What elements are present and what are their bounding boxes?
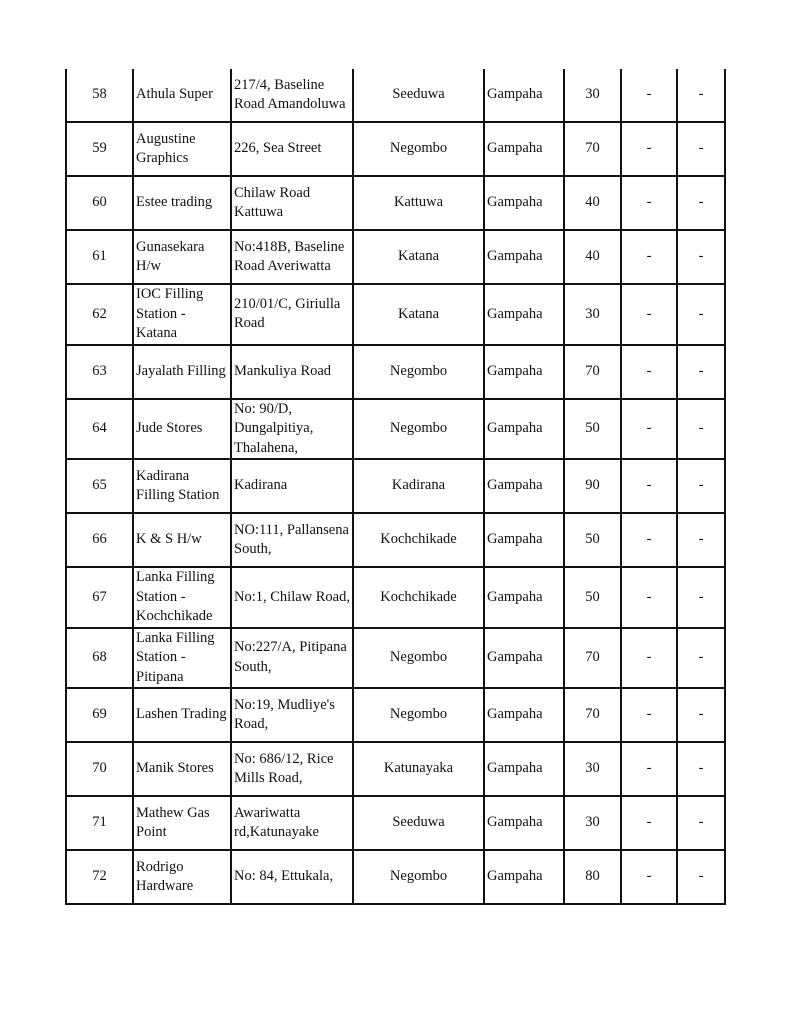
cell-city: Negombo — [353, 122, 484, 176]
cell-district: Gampaha — [484, 284, 564, 345]
cell-district: Gampaha — [484, 176, 564, 230]
cell-name: Athula Super — [133, 69, 231, 122]
cell-col-a: - — [621, 176, 677, 230]
cell-address: 217/4, Baseline Road Amandoluwa — [231, 69, 353, 122]
cell-name: Gunasekara H/w — [133, 230, 231, 284]
cell-address: No:227/A, Pitipana South, — [231, 628, 353, 689]
cell-quantity: 40 — [564, 230, 621, 284]
cell-name: Lashen Trading — [133, 688, 231, 742]
cell-district: Gampaha — [484, 122, 564, 176]
cell-district: Gampaha — [484, 850, 564, 904]
cell-number: 67 — [66, 567, 133, 628]
cell-quantity: 70 — [564, 345, 621, 399]
table-row — [66, 284, 725, 345]
cell-number: 66 — [66, 513, 133, 567]
cell-number: 62 — [66, 284, 133, 345]
cell-address: No: 686/12, Rice Mills Road, — [231, 742, 353, 796]
cell-col-b: - — [677, 742, 725, 796]
table-row — [66, 513, 725, 567]
cell-quantity: 30 — [564, 742, 621, 796]
table-row — [66, 122, 725, 176]
cell-city: Seeduwa — [353, 69, 484, 122]
cell-quantity: 30 — [564, 796, 621, 850]
table-row — [66, 567, 725, 628]
cell-address: NO:111, Pallansena South, — [231, 513, 353, 567]
cell-quantity: 90 — [564, 459, 621, 513]
cell-district: Gampaha — [484, 742, 564, 796]
table-row — [66, 69, 725, 122]
cell-col-a: - — [621, 567, 677, 628]
cell-number: 59 — [66, 122, 133, 176]
cell-col-a: - — [621, 628, 677, 689]
cell-col-b: - — [677, 796, 725, 850]
cell-quantity: 30 — [564, 284, 621, 345]
cell-number: 72 — [66, 850, 133, 904]
cell-district: Gampaha — [484, 399, 564, 460]
cell-number: 64 — [66, 399, 133, 460]
cell-address: Mankuliya Road — [231, 345, 353, 399]
cell-col-b: - — [677, 122, 725, 176]
cell-number: 63 — [66, 345, 133, 399]
cell-district: Gampaha — [484, 567, 564, 628]
cell-col-a: - — [621, 69, 677, 122]
cell-col-b: - — [677, 399, 725, 460]
cell-address: No:1, Chilaw Road, — [231, 567, 353, 628]
table-row — [66, 345, 725, 399]
cell-col-b: - — [677, 850, 725, 904]
cell-district: Gampaha — [484, 688, 564, 742]
cell-number: 58 — [66, 69, 133, 122]
table-row — [66, 850, 725, 904]
cell-col-a: - — [621, 122, 677, 176]
cell-number: 60 — [66, 176, 133, 230]
cell-quantity: 70 — [564, 122, 621, 176]
cell-quantity: 40 — [564, 176, 621, 230]
cell-city: Kadirana — [353, 459, 484, 513]
cell-name: Manik Stores — [133, 742, 231, 796]
cell-address: Chilaw Road Kattuwa — [231, 176, 353, 230]
cell-district: Gampaha — [484, 459, 564, 513]
table-row — [66, 796, 725, 850]
cell-address: No: 84, Ettukala, — [231, 850, 353, 904]
cell-col-b: - — [677, 345, 725, 399]
cell-col-a: - — [621, 742, 677, 796]
dealer-table — [65, 69, 726, 905]
cell-city: Kochchikade — [353, 567, 484, 628]
cell-city: Negombo — [353, 628, 484, 689]
cell-address: No:19, Mudliye's Road, — [231, 688, 353, 742]
cell-col-a: - — [621, 399, 677, 460]
cell-col-b: - — [677, 688, 725, 742]
cell-address: Awariwatta rd,Katunayake — [231, 796, 353, 850]
cell-city: Kattuwa — [353, 176, 484, 230]
cell-number: 71 — [66, 796, 133, 850]
cell-col-b: - — [677, 459, 725, 513]
cell-address: No: 90/D, Dungalpitiya, Thalahena, — [231, 399, 353, 460]
cell-city: Katunayaka — [353, 742, 484, 796]
table-row — [66, 176, 725, 230]
cell-quantity: 50 — [564, 399, 621, 460]
cell-name: Mathew Gas Point — [133, 796, 231, 850]
cell-col-b: - — [677, 69, 725, 122]
cell-city: Katana — [353, 230, 484, 284]
table-row — [66, 399, 725, 460]
cell-number: 61 — [66, 230, 133, 284]
cell-col-b: - — [677, 284, 725, 345]
cell-quantity: 70 — [564, 628, 621, 689]
cell-city: Kochchikade — [353, 513, 484, 567]
cell-district: Gampaha — [484, 628, 564, 689]
cell-quantity: 70 — [564, 688, 621, 742]
cell-col-b: - — [677, 628, 725, 689]
cell-col-a: - — [621, 230, 677, 284]
cell-col-a: - — [621, 459, 677, 513]
cell-address: 226, Sea Street — [231, 122, 353, 176]
cell-district: Gampaha — [484, 796, 564, 850]
cell-name: Jude Stores — [133, 399, 231, 460]
cell-number: 68 — [66, 628, 133, 689]
cell-district: Gampaha — [484, 230, 564, 284]
cell-quantity: 80 — [564, 850, 621, 904]
cell-address: No:418B, Baseline Road Averiwatta — [231, 230, 353, 284]
cell-city: Negombo — [353, 345, 484, 399]
table-row — [66, 742, 725, 796]
table-row — [66, 688, 725, 742]
table-body — [66, 69, 725, 904]
cell-col-a: - — [621, 345, 677, 399]
cell-col-a: - — [621, 796, 677, 850]
table-row — [66, 459, 725, 513]
cell-col-a: - — [621, 513, 677, 567]
cell-number: 69 — [66, 688, 133, 742]
cell-city: Negombo — [353, 850, 484, 904]
cell-quantity: 30 — [564, 69, 621, 122]
cell-col-b: - — [677, 567, 725, 628]
cell-name: IOC Filling Station - Katana — [133, 284, 231, 345]
cell-name: Rodrigo Hardware — [133, 850, 231, 904]
table-row — [66, 628, 725, 689]
cell-district: Gampaha — [484, 513, 564, 567]
cell-name: Estee trading — [133, 176, 231, 230]
cell-col-b: - — [677, 176, 725, 230]
cell-col-b: - — [677, 230, 725, 284]
cell-name: Jayalath Filling — [133, 345, 231, 399]
cell-name: Lanka Filling Station - Kochchikade — [133, 567, 231, 628]
cell-name: Lanka Filling Station - Pitipana — [133, 628, 231, 689]
cell-district: Gampaha — [484, 345, 564, 399]
cell-city: Seeduwa — [353, 796, 484, 850]
cell-address: 210/01/C, Giriulla Road — [231, 284, 353, 345]
cell-col-a: - — [621, 688, 677, 742]
cell-quantity: 50 — [564, 567, 621, 628]
table-row — [66, 230, 725, 284]
cell-quantity: 50 — [564, 513, 621, 567]
cell-city: Negombo — [353, 399, 484, 460]
cell-district: Gampaha — [484, 69, 564, 122]
cell-col-a: - — [621, 850, 677, 904]
cell-address: Kadirana — [231, 459, 353, 513]
cell-col-b: - — [677, 513, 725, 567]
cell-name: K & S H/w — [133, 513, 231, 567]
cell-number: 70 — [66, 742, 133, 796]
cell-number: 65 — [66, 459, 133, 513]
cell-col-a: - — [621, 284, 677, 345]
cell-city: Negombo — [353, 688, 484, 742]
cell-name: Augustine Graphics — [133, 122, 231, 176]
cell-name: Kadirana Filling Station — [133, 459, 231, 513]
cell-city: Katana — [353, 284, 484, 345]
